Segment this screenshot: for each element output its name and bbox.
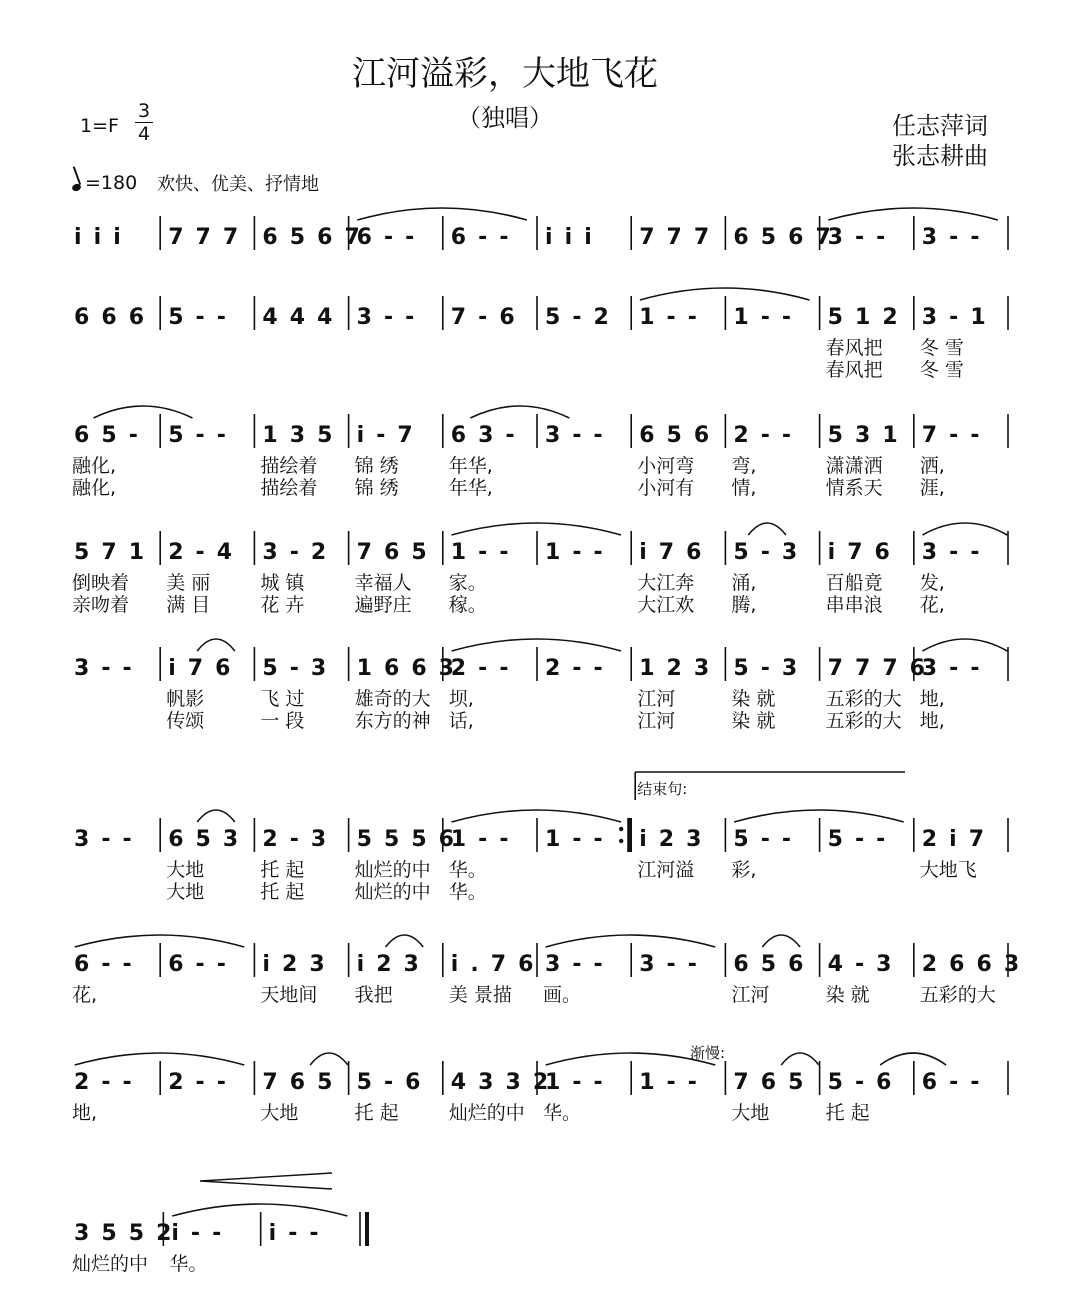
lyric-syllables: 锦 绣 [354, 455, 399, 477]
lyric-syllables: 华。 [448, 859, 487, 881]
ritardando-label: 渐慢: [690, 1044, 726, 1062]
lyric-syllables: 江河 [731, 984, 770, 1006]
measure-notes: 6 5 6 7 [733, 225, 831, 250]
score-row [72, 414, 1008, 499]
score-row [72, 943, 1019, 1006]
lyric-syllables: 雄奇的大 [354, 688, 431, 710]
measure-notes: 3 - - [921, 540, 980, 565]
measure-notes: 3 - - [827, 225, 886, 250]
measure-notes: 4 - 3 [827, 952, 892, 977]
lyric-syllables: 灿烂的中 [72, 1253, 149, 1275]
lyric-syllables: 五彩的大 [825, 688, 902, 710]
measure-notes: 5 7 1 [74, 540, 145, 565]
measure-notes: 6 5 3 [168, 827, 239, 852]
measure-notes: 7 7 7 6 [827, 656, 925, 681]
lyric-syllables: 情, [731, 477, 757, 499]
measure-notes: 1 - - [639, 305, 697, 330]
lyric-syllables: 倒映着 [72, 572, 130, 594]
measure-notes: i 7 6 [639, 540, 702, 565]
measure-notes: 1 2 3 [639, 656, 710, 681]
measure-notes: 5 - 3 [733, 656, 798, 681]
tempo-bpm: =180 [85, 172, 138, 194]
lyric-syllables: 染 就 [731, 710, 776, 732]
slur-arc [197, 639, 235, 651]
measure-notes: 6 - - [356, 225, 415, 250]
lyric-syllables: 大地 [166, 859, 205, 881]
lyric-syllables: 大地 [731, 1102, 770, 1124]
lyric-syllables: 坝, [448, 688, 474, 710]
measure-notes: i i i [545, 225, 592, 250]
measure-notes: 3 - - [921, 656, 980, 681]
measure-notes: 7 - - [921, 423, 980, 448]
measure-notes: 5 3 1 [827, 423, 898, 448]
measure-notes: 2 - - [545, 656, 603, 681]
measure-notes: 6 - - [74, 952, 132, 977]
lyric-syllables: 锦 绣 [354, 477, 399, 499]
measure-notes: i - - [268, 1221, 319, 1246]
measure-notes: 5 - 3 [262, 656, 327, 681]
lyric-syllables: 我把 [354, 984, 393, 1006]
lyric-syllables: 花 卉 [260, 594, 305, 616]
slur-arc [197, 810, 235, 822]
measure-notes: i 7 6 [827, 540, 890, 565]
measure-notes: 3 - - [921, 225, 980, 250]
measure-notes: 1 - - [733, 305, 792, 330]
slur-arc [748, 523, 786, 535]
slur-arc [172, 1204, 347, 1216]
lyric-syllables: 五彩的大 [825, 710, 902, 732]
lyric-syllables: 洒, [919, 455, 945, 477]
lyric-syllables: 五彩的大 [919, 984, 996, 1006]
lyric-syllables: 潇潇洒 [825, 455, 883, 477]
slur-arc [923, 523, 1008, 535]
lyricist-credit: 任志萍词 [892, 112, 988, 140]
measure-notes: i i i [74, 225, 121, 250]
lyric-syllables: 美 景描 [448, 984, 512, 1006]
key-signature: 1=F [80, 115, 119, 137]
measure-notes: 3 - - [639, 952, 697, 977]
measure-notes: 3 - - [356, 305, 415, 330]
lyric-syllables: 春风把 [825, 337, 883, 359]
lyric-syllables: 灿烂的中 [448, 1102, 525, 1124]
measure-notes: 5 - - [827, 827, 886, 852]
lyric-syllables: 帆影 [166, 688, 205, 710]
lyric-syllables: 串串浪 [825, 594, 883, 616]
song-title: 江河溢彩，大地飞花 [352, 54, 658, 94]
measure-notes: 2 - - [74, 1070, 132, 1095]
lyric-syllables: 年华, [448, 455, 493, 477]
lyric-syllables: 大地 [166, 881, 205, 903]
lyric-syllables: 城 镇 [260, 572, 305, 594]
slur-arc [470, 406, 569, 418]
measure-notes: 1 - - [545, 1070, 603, 1095]
measure-notes: i - 7 [356, 423, 413, 448]
lyric-syllables: 大地飞 [919, 859, 977, 881]
score-row [72, 531, 1008, 616]
lyric-syllables: 东方的神 [354, 710, 431, 732]
slur-arc [386, 935, 424, 947]
lyric-syllables: 年华, [448, 477, 493, 499]
measure-notes: 7 7 7 [639, 225, 710, 250]
measure-notes: 6 5 6 [639, 423, 710, 448]
lyric-syllables: 描绘着 [260, 477, 318, 499]
lyric-syllables: 灿烂的中 [354, 859, 431, 881]
measure-notes: 5 - - [168, 423, 226, 448]
measure-notes: 3 - 2 [262, 540, 327, 565]
lyric-syllables: 描绘着 [260, 455, 318, 477]
measure-notes: 6 - - [168, 952, 226, 977]
lyric-syllables: 稼。 [448, 594, 487, 616]
lyric-syllables: 江河溢 [637, 859, 695, 881]
measure-notes: 6 5 - [74, 423, 138, 448]
measure-notes: 5 - 6 [356, 1070, 421, 1095]
lyric-syllables: 春风把 [825, 359, 883, 381]
lyric-syllables: 融化, [72, 455, 117, 477]
lyric-syllables: 满 目 [166, 594, 211, 616]
lyric-syllables: 美 丽 [166, 572, 211, 594]
lyric-syllables: 华。 [169, 1253, 208, 1275]
measure-notes: 2 - 4 [168, 540, 233, 565]
lyric-syllables: 传颂 [166, 710, 205, 732]
measure-notes: 2 - - [168, 1070, 226, 1095]
lyric-syllables: 小河有 [637, 477, 695, 499]
lyric-syllables: 大江奔 [637, 572, 695, 594]
slur-arc [923, 639, 1008, 651]
lyric-syllables: 地, [919, 688, 945, 710]
lyric-syllables: 花, [919, 594, 945, 616]
measure-notes: 1 - - [545, 827, 603, 852]
crescendo-hairpin [200, 1173, 332, 1189]
lyric-syllables: 小河弯 [637, 455, 695, 477]
measure-notes: 4 4 4 [262, 305, 333, 330]
song-subtitle: （独唱） [457, 104, 553, 132]
score-row [74, 296, 1008, 381]
measure-notes: 5 - 6 [827, 1070, 892, 1095]
measure-notes: 2 6 6 3 [921, 952, 1020, 977]
score-row [72, 1061, 1008, 1124]
measure-notes: i 2 3 [356, 952, 419, 977]
measure-notes: 6 5 6 [733, 952, 804, 977]
lyric-syllables: 托 起 [260, 859, 305, 881]
measure-notes: 3 - - [74, 656, 132, 681]
measure-notes: 5 5 5 6 [356, 827, 454, 852]
lyric-syllables: 大江欢 [637, 594, 695, 616]
measure-notes: 1 - - [450, 827, 509, 852]
measure-notes: 1 - - [450, 540, 509, 565]
lyric-syllables: 发, [919, 572, 945, 594]
lyric-syllables: 华。 [543, 1102, 582, 1124]
repeat-dot [619, 827, 623, 831]
lyric-syllables: 彩, [731, 859, 757, 881]
lyric-syllables: 冬 雪 [919, 359, 964, 381]
measure-notes: 5 - 2 [545, 305, 609, 330]
lyric-syllables: 江河 [637, 688, 676, 710]
slur-arc [94, 406, 193, 418]
lyric-syllables: 华。 [448, 881, 487, 903]
lyric-syllables: 江河 [637, 710, 676, 732]
lyric-syllables: 亲吻着 [72, 594, 130, 616]
score-row [72, 1212, 367, 1275]
measure-notes: 7 - 6 [450, 305, 515, 330]
lyric-syllables: 弯, [731, 455, 757, 477]
measure-notes: 1 3 5 [262, 423, 333, 448]
measure-notes: i . 7 6 [450, 952, 534, 977]
lyric-syllables: 托 起 [354, 1102, 399, 1124]
measure-notes: 3 - - [74, 827, 132, 852]
measure-notes: 7 7 7 [168, 225, 239, 250]
measure-notes: 2 - 3 [262, 827, 327, 852]
repeat-dot [619, 839, 623, 843]
time-signature-bottom: 4 [137, 123, 151, 145]
score-row [74, 216, 1008, 250]
lyric-syllables: 幸福人 [354, 572, 412, 594]
lyric-syllables: 话, [448, 710, 474, 732]
measure-notes: 6 - - [450, 225, 509, 250]
measure-notes: 2 - - [450, 656, 509, 681]
lyric-syllables: 融化, [72, 477, 117, 499]
lyric-syllables: 大地 [260, 1102, 299, 1124]
lyric-syllables: 托 起 [260, 881, 305, 903]
lyric-syllables: 涯, [919, 477, 945, 499]
measure-notes: i - - [171, 1221, 222, 1246]
measure-notes: 7 6 5 [262, 1070, 333, 1095]
measure-notes: 5 1 2 [827, 305, 898, 330]
lyric-syllables: 遍野庄 [354, 594, 412, 616]
lyric-syllables: 托 起 [825, 1102, 870, 1124]
lyric-syllables: 地, [72, 1102, 98, 1124]
lyric-syllables: 涌, [731, 572, 757, 594]
measure-notes: i 2 3 [262, 952, 325, 977]
composer-credit: 张志耕曲 [892, 142, 988, 170]
measure-notes: 6 3 - [450, 423, 515, 448]
measure-notes: 1 6 6 3 [356, 656, 454, 681]
measure-notes: 7 6 5 [356, 540, 427, 565]
measure-notes: 3 - 1 [921, 305, 986, 330]
measure-notes: 1 - - [639, 1070, 697, 1095]
lyric-syllables: 地, [919, 710, 945, 732]
score-row [74, 647, 1008, 732]
lyric-syllables: 灿烂的中 [354, 881, 431, 903]
measure-notes: 4 3 3 2 [450, 1070, 549, 1095]
ending-label: 结束句: [637, 780, 688, 798]
measure-notes: 3 - - [545, 952, 603, 977]
tempo-expression: 欢快、优美、抒情地 [157, 174, 319, 195]
measure-notes: 6 5 6 7 [262, 225, 360, 250]
slur-arc [310, 1053, 348, 1065]
lyric-syllables: 百船竟 [825, 572, 883, 594]
lyric-syllables: 一 段 [260, 710, 305, 732]
measure-notes: 6 - - [921, 1070, 980, 1095]
measure-notes: 5 - 3 [733, 540, 798, 565]
measure-notes: 2 - - [733, 423, 792, 448]
slur-arc [781, 1053, 819, 1065]
lyric-syllables: 花, [72, 984, 98, 1006]
measure-notes: 1 - - [545, 540, 603, 565]
lyric-syllables: 天地间 [260, 984, 318, 1006]
lyric-syllables: 情系天 [825, 477, 883, 499]
slur-arc [762, 935, 800, 947]
measure-notes: 5 - - [733, 827, 792, 852]
time-signature-top: 3 [137, 100, 151, 122]
measure-notes: 6 6 6 [74, 305, 145, 330]
measure-notes: 5 - - [168, 305, 226, 330]
lyric-syllables: 染 就 [825, 984, 870, 1006]
measure-notes: 3 - - [545, 423, 603, 448]
lyric-syllables: 家。 [448, 572, 487, 594]
measure-notes: i 7 6 [168, 656, 231, 681]
lyric-syllables: 染 就 [731, 688, 776, 710]
lyric-syllables: 腾, [731, 594, 757, 616]
lyric-syllables: 冬 雪 [919, 337, 964, 359]
measure-notes: i 2 3 [639, 827, 702, 852]
score-row [74, 818, 1008, 903]
measure-notes: 2 i 7 [921, 827, 985, 852]
measure-notes: 7 6 5 [733, 1070, 804, 1095]
lyric-syllables: 飞 过 [260, 688, 305, 710]
lyric-syllables: 画。 [543, 984, 582, 1006]
measure-notes: 3 5 5 2 [74, 1221, 172, 1246]
